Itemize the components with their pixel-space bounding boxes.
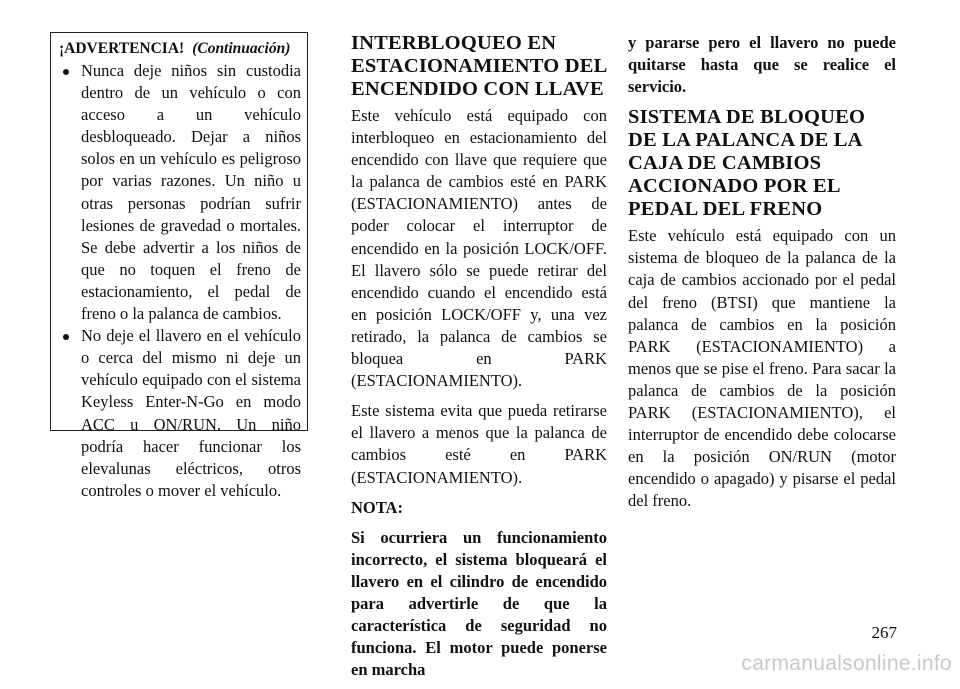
warning-bullet bbox=[59, 60, 301, 325]
middle-column bbox=[351, 32, 607, 689]
warning-bullet-text: No deje el llavero en el vehículo o cerca del mismo ni deje un vehículo equipado con el sistema Keyless Enter-N-Go en modo ACC u ON/RUN. Un niño podría hacer funcionar los elevalunas eléctricos, otros controles o mover el vehículo. bbox=[81, 326, 301, 500]
btsi-paragraph: Este vehículo está equipado con un sistema de bloqueo de la palanca de la caja de cambios accionado por el pedal del freno (BTSI) que mantiene la palanca de cambios en la posición PARK (ESTACIONAMIENTO) a menos que se pise el freno. Para sacar la palanca de cambios de la posición PARK (ESTACIONAMIENTO), el interruptor de encendido debe colocarse en la posición ON/RUN (motor encendido o apagado) y pisarse el pedal del freno. bbox=[628, 226, 896, 511]
note-label: NOTA: bbox=[351, 497, 403, 517]
warning-continuation: (Continuación) bbox=[192, 40, 291, 57]
note-continuation: y pararse pero el llavero no puede quitarse hasta que se realice el servicio. bbox=[628, 33, 896, 97]
interlock-paragraph: Este vehículo está equipado con interbloqueo en estacionamiento del encendido con llave que requiere que la palanca de cambios esté en PARK (ESTACIONAMIENTO) antes de poder colocar el interruptor de encendido en la posición LOCK/OFF. El llavero sólo se puede retirar del encendido cuando el encendido está en posición LOCK/OFF y, una vez retirado, la palanca de cambios se bloquea en PARK (ESTACIONAMIENTO). bbox=[351, 106, 607, 391]
bullet-icon bbox=[63, 334, 69, 340]
page-number: 267 bbox=[871, 623, 897, 642]
btsi-heading: SISTEMA DE BLOQUEO DE LA PALANCA DE LA CAJA DE CAMBIOS ACCIONADO POR EL PEDAL DEL FRENO bbox=[628, 106, 866, 221]
note-text: Si ocurriera un funcionamiento incorrecto, el sistema bloqueará el llavero en el cilindro de encendido para advertirle de que la característica de seguridad no funciona. El motor puede ponerse en marcha bbox=[351, 527, 607, 680]
interlock-heading: INTERBLOQUEO EN ESTACIONAMIENTO DEL ENCENDIDO CON LLAVE bbox=[351, 32, 607, 100]
warning-box bbox=[50, 32, 308, 500]
warning-bullet-text: Nunca deje niños sin custodia dentro de un vehículo o con acceso a un vehículo desbloqueado. Dejar a niños solos en un vehículo es peligroso por varias razones. Un niño u otras personas podrían sufrir lesiones de gravedad o mortales. Se debe advertir a los niños de que no toquen el freno de estacionamiento, el pedal de freno o la palanca de cambios. bbox=[81, 61, 301, 324]
bullet-icon bbox=[63, 69, 69, 75]
left-column bbox=[50, 32, 308, 500]
watermark: carmanualsonline.info bbox=[741, 652, 952, 675]
warning-heading bbox=[59, 39, 301, 59]
warning-title: ¡ADVERTENCIA! bbox=[59, 40, 185, 57]
warning-bullet bbox=[59, 325, 301, 502]
warning-bullet-list bbox=[59, 60, 301, 502]
interlock-paragraph-2: Este sistema evita que pueda retirarse el llavero a menos que la palanca de cambios esté en PARK (ESTACIONAMIENTO). bbox=[351, 401, 607, 487]
right-column bbox=[628, 32, 896, 521]
